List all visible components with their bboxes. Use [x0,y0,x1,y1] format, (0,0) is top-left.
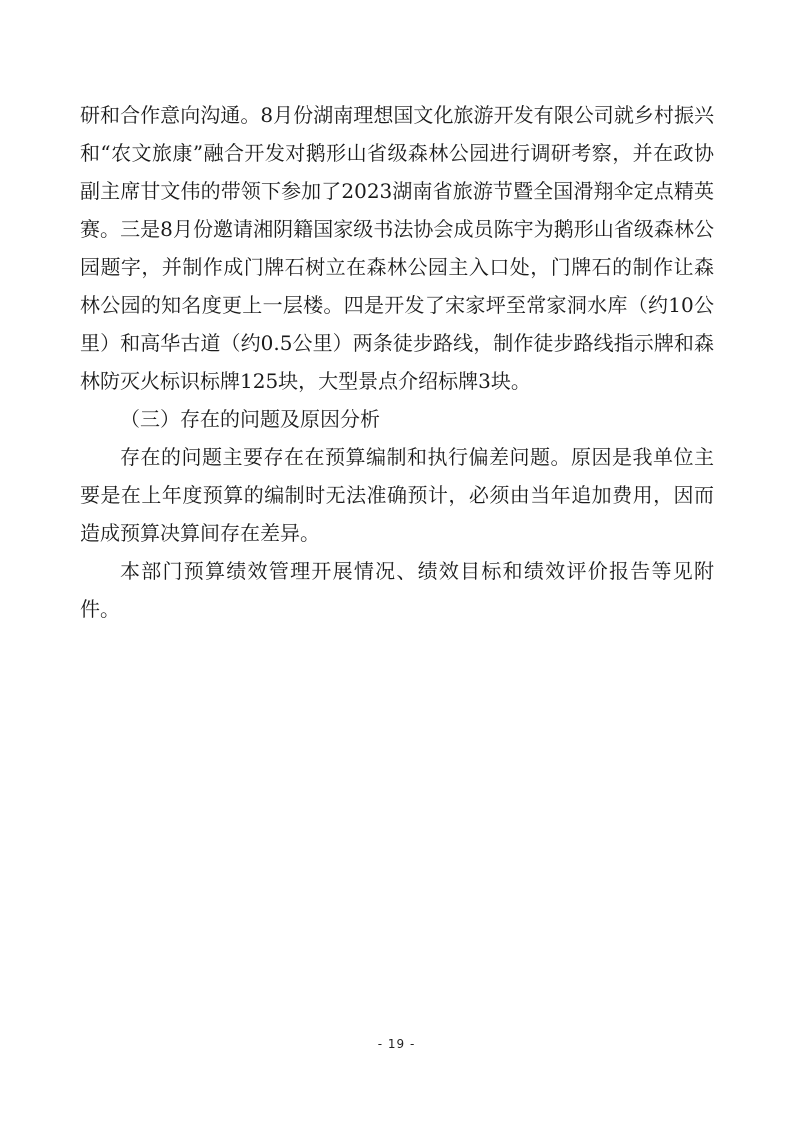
paragraph-continuation: 研和合作意向沟通。8月份湖南理想国文化旅游开发有限公司就乡村振兴和“农文旅康”融合开发对鹅形山省级森林公园进行调研考察，并在政协副主席甘文伟的带领下参加了2023湖南省旅游节暨全国滑翔伞定点精英赛。三是8月份邀请湘阴籍国家级书法协会成员陈宇为鹅形山省级森林公园题字，并制作成门牌石树立在森林公园主入口处，门牌石的制作让森林公园的知名度更上一层楼。四是开发了宋家坪至常家洞水库（约10公里）和高华古道（约0.5公里）两条徒步路线，制作徒步路线指示牌和森林防灭火标识标牌125块，大型景点介绍标牌3块。 [80,103,714,393]
body-text [80,96,714,628]
paragraph-appendix: 本部门预算绩效管理开展情况、绩效目标和绩效评价报告等见附件。 [80,559,714,621]
section-heading: （三）存在的问题及原因分析 [120,407,380,431]
paragraph-problems: 存在的问题主要存在在预算编制和执行偏差问题。原因是我单位主要是在上年度预算的编制时无法准确预计，必须由当年追加费用，因而造成预算决算间存在差异。 [80,445,714,545]
page-number: - 19 - [377,1037,416,1051]
